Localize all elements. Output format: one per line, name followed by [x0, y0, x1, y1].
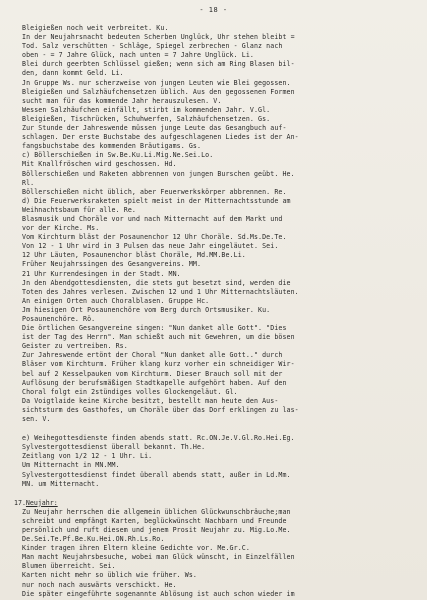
text-line: Blei durch geerbten Schlüssel gießen; wenn sich am Ring Blasen bil-	[22, 60, 295, 69]
text-line: Weihnachtsbaum für alle. Re.	[22, 205, 136, 214]
text-line: Geister zu vertreiben. Rs.	[22, 342, 128, 351]
text-line: Die örtlichen Gesangvereine singen: "Nun danket alle Gott". "Dies	[22, 324, 287, 333]
text-line: In der Neujahrsnacht bedeuten Scherben Unglück, Uhr stehen bleibt =	[22, 33, 295, 42]
section-title: Neujahr:	[25, 498, 58, 507]
page-number: - 18 -	[199, 6, 228, 14]
text-line: e) Weihegottesdienste finden abends statt. Rc.ON.Je.V.Gl.Ro.Hei.Eg.	[22, 434, 295, 443]
text-line: Wessen Salzhäufchen einfällt, stirbt im kommenden Jahr. V.Gl.	[22, 105, 271, 114]
paragraph-block-2	[22, 151, 421, 424]
text-line: Von 12 - 1 Uhr wird in 3 Pulsen das neue Jahr eingeläutet. Sei.	[22, 242, 279, 251]
section-number: 17.	[14, 498, 26, 507]
text-line: vor der Kirche. Ms.	[22, 224, 100, 233]
text-line: Jn Gruppe Ws. nur scherzweise von jungen Leuten wie Blei gegossen.	[22, 78, 291, 87]
text-line: bel auf 2 Kesselpauken vom Kirchturm. Dieser Brauch soll mit der	[22, 369, 283, 378]
text-line: Man macht Neujahrsbesuche, wobei man Glück wünscht, in Einzelfällen	[22, 553, 295, 562]
text-line: den, dann kommt Geld. Li.	[22, 69, 124, 78]
text-line: Karten nicht mehr so üblich wie früher. Ws.	[22, 571, 197, 580]
text-line: 21 Uhr Kurrendesingen in der Stadt. MN.	[22, 269, 181, 278]
text-line: Blumen überreicht. Sei.	[22, 562, 116, 571]
text-line: Böllerschießen nicht üblich, aber Feuerwerkskörper abbrennen. Re.	[22, 187, 287, 196]
text-line: MN. um Mitternacht.	[22, 479, 100, 488]
text-line: Um Mitternacht in MN.MM.	[22, 461, 120, 470]
section-heading	[14, 499, 421, 508]
text-line: Auflösung der berufsmäßigen Stadtkapelle aufgehört haben. Auf den	[22, 378, 287, 387]
text-line: Sylvestergottesdienst findet überall abends statt, außer in Ld.Mm.	[22, 470, 291, 479]
text-line: Bleigießen, Tischrücken, Schuhwerfen, Salzhäufchensetzen. Gs.	[22, 114, 271, 123]
text-line: Zeitlang von 1/2 12 - 1 Uhr. Li.	[22, 452, 153, 461]
text-line: sichtsturm des Gasthofes, um Choräle über das Dorf erklingen zu las-	[22, 405, 299, 414]
text-line: 12 Uhr Läuten, Posaunenchor bläst Choräle, Md.MM.Be.Li.	[22, 251, 246, 260]
text-line: Bleigießen noch weit verbreitet. Ku.	[22, 24, 169, 32]
text-line: nur noch nach auswärts verschickt. He.	[22, 580, 177, 589]
paragraph-block-3	[22, 434, 421, 489]
text-line: fangsbuchstabe des kommenden Bräutigams. Gs.	[22, 142, 202, 151]
text-line: Jm hiesigen Ort Posaunenchöre vom Berg durch Ortsmusiker. Ku.	[22, 305, 271, 314]
text-line: Bläser vom Kirchturm. Früher klang kurz vorher ein schneidiger Wir-	[22, 360, 295, 369]
text-line: ist der Tag des Herrn". Man schießt auch mit Gewehren, um die bösen	[22, 333, 295, 342]
paragraph-block-4	[22, 508, 421, 599]
text-line: Früher Neujahrssingen des Gesangvereins. MM.	[22, 260, 202, 269]
text-line: De.Sei.Te.Pf.Be.Ku.Hei.ON.Rh.Ls.Ro.	[22, 535, 165, 544]
text-line: Posaunenchöre. Rö.	[22, 315, 96, 323]
text-line: Kinder tragen ihren Eltern kleine Gedichte vor. Me.Gr.C.	[22, 544, 250, 553]
text-line: An einigen Orten auch Choralblasen. Gruppe Hc.	[22, 296, 210, 305]
text-line: Sylvestergottesdienst überall bekannt. Th.He.	[22, 443, 206, 452]
text-line: Toten des Jahres verlesen. Zwischen 12 und 1 Uhr Mitternachtsläuten.	[22, 287, 299, 296]
text-line: oben - = 7 Jahre Glück, nach unten = 7 Jahre Unglück. Li.	[22, 51, 254, 60]
text-line: d) Die Feuerwerksraketen spielt meist in der Mitternachtsstunde am	[22, 196, 291, 205]
text-line: persönlich und ruft diesem und jenem Prosit Neujahr zu. Mig.Lo.Me.	[22, 525, 291, 534]
text-line: Mit Knallfröschen wird geschossen. Hd.	[22, 160, 177, 169]
text-line: schlagen. Der erste Buchstabe des aufgeschlagenen Liedes ist der An-	[22, 133, 299, 142]
text-line: sen. V.	[22, 415, 51, 424]
text-line: c) Böllerschießen in Sw.Be.Ku.Li.Mig.Ne.Sei.Lo.	[22, 151, 214, 160]
text-line: Die später eingeführte sogenannte Ablösung ist auch schon wieder im	[22, 589, 295, 598]
text-line: schreibt und empfängt Karten, beglückwünscht Nachbarn und Freunde	[22, 516, 287, 525]
text-line: Böllerschießen und Raketen abbrennen von jungen Burschen geübt. He.	[22, 169, 295, 178]
text-line: Choral folgt ein 2stündiges volles Glockengeläut. Gl.	[22, 387, 238, 396]
text-line: Blasmusik und Choräle vor und nach Mitternacht auf dem Markt und	[22, 214, 283, 223]
text-line: Da Voigtlaide keine Kirche besitzt, bestellt man heute den Aus-	[22, 396, 279, 405]
text-line: Zur Jahreswende ertönt der Choral "Nun danket alle Gott.." durch	[22, 351, 283, 360]
text-line: Tod. Salz verschütten - Schläge, Spiegel zerbrechen - Glanz nach	[22, 42, 283, 51]
text-line: Jn den Abendgottesdiensten, die stets gut besetzt sind, werden die	[22, 278, 291, 287]
text-line: Zu Neujahr herrschen die allgemein üblichen Glückwunschbräuche;man	[22, 507, 291, 516]
text-line: Zur Stunde der Jahreswende müssen junge Leute das Gesangbuch auf-	[22, 124, 287, 133]
text-line: Bleigießen und Salzhäufchensetzen üblich. Aus den gegossenen Formen	[22, 87, 295, 96]
text-line: Vom Kirchturm bläst der Posaunenchor 12 Uhr Choräle. Sd.Ms.De.Te.	[22, 233, 287, 242]
text-line: Rl.	[22, 178, 35, 187]
text-body	[14, 24, 421, 599]
paragraph-block-1	[22, 24, 421, 151]
text-line: sucht man für das kommende Jahr herauszulesen. V.	[22, 96, 222, 105]
